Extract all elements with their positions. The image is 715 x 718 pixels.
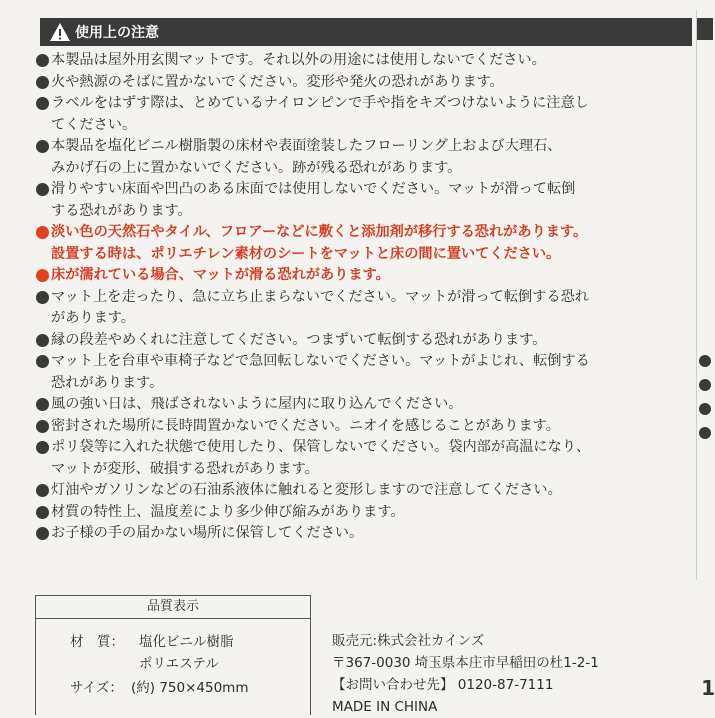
caution-text: 密封された場所に長時間置かないでください。ニオイを感じることがあります。 bbox=[51, 417, 560, 434]
caution-text: 縁の段差やめくれに注意してください。つまずいて転倒する恐れがあります。 bbox=[51, 331, 547, 348]
material-label: 材 質： bbox=[70, 634, 124, 650]
caution-text: 淡い色の天然石やタイル、フロアーなどに敷くと添加剤が移行する恐れがあります。 設置する時は、ポリエチレン素材のシートをマットと床の間に置いてください。 bbox=[51, 224, 588, 262]
caution-item bbox=[36, 330, 696, 352]
bullet-icon bbox=[36, 441, 49, 454]
bullet-icon bbox=[36, 527, 49, 540]
seller-info bbox=[332, 630, 599, 718]
caution-item bbox=[36, 179, 696, 222]
bullet-icon bbox=[36, 97, 49, 110]
bullet-icon bbox=[36, 334, 49, 347]
seller-contact: 【お問い合わせ先】 0120-87-7111 bbox=[332, 677, 554, 693]
caution-item bbox=[36, 93, 696, 136]
bullet-icon bbox=[36, 76, 49, 89]
caution-text: ポリ袋等に入れた状態で使用したり、保管しないでください。袋内部が高温になり、 マットが変形、破損する恐れがあります。 bbox=[51, 439, 591, 477]
material-value-1: 塩化ビニル樹脂 bbox=[139, 634, 234, 650]
caution-text: 本製品を塩化ビニル樹脂製の床材や表面塗装したフローリング上および大理石、 みかげ石の上に置かないでください。跡が残る恐れがあります。 bbox=[51, 138, 562, 176]
origin-label: MADE IN CHINA bbox=[332, 699, 438, 715]
size-value: (約) 750×450mm bbox=[131, 680, 249, 696]
bullet-icon bbox=[36, 183, 49, 196]
bullet-icon bbox=[36, 54, 49, 67]
caution-text: 火や熱源のそばに置かないでください。変形や発火の恐れがあります。 bbox=[51, 73, 504, 90]
warning-triangle-icon bbox=[49, 22, 71, 42]
caution-text: お子様の手の届かない場所に保管してください。 bbox=[51, 525, 364, 541]
seller-address: 〒367-0030 埼玉県本庄市早稲田の杜1-2-1 bbox=[332, 655, 599, 671]
size-label: サイズ： bbox=[70, 680, 123, 696]
bullet-icon bbox=[36, 226, 49, 239]
caution-item bbox=[36, 523, 696, 545]
section-title: 使用上の注意 bbox=[75, 25, 159, 41]
caution-text: 材質の特性上、温度差により多少伸び縮みがあります。 bbox=[51, 503, 405, 520]
caution-item bbox=[36, 416, 696, 438]
seller-name: 販売元:株式会社カインズ bbox=[332, 633, 485, 649]
caution-item bbox=[36, 437, 696, 480]
section-header bbox=[40, 18, 692, 46]
material-value-2: ポリエステル bbox=[139, 656, 219, 672]
quality-title: 品質表示 bbox=[36, 596, 310, 619]
bullet-icon bbox=[36, 420, 49, 433]
caution-text: 風の強い日は、飛ばされないように屋内に取り込んでください。 bbox=[51, 396, 463, 412]
caution-item bbox=[36, 394, 696, 416]
caution-text: 床が濡れている場合、マットが滑る恐れがあります。 bbox=[51, 267, 390, 283]
quality-label-box bbox=[35, 595, 311, 715]
caution-text: 灯油やガソリンなどの石油系液体に触れると変形しますので注意してください。 bbox=[51, 482, 562, 498]
adjacent-bullet bbox=[699, 427, 711, 439]
bullet-icon bbox=[36, 355, 49, 368]
caution-item bbox=[36, 502, 696, 524]
caution-item bbox=[36, 480, 696, 502]
caution-item bbox=[36, 222, 696, 265]
bullet-icon bbox=[36, 398, 49, 411]
caution-text: マット上を台車や車椅子などで急回転しないでください。マットがよじれ、転倒する 恐れがあります。 bbox=[51, 353, 590, 391]
bullet-icon bbox=[36, 506, 49, 519]
caution-item bbox=[36, 265, 696, 287]
caution-text: マット上を走ったり、急に立ち止まらないでください。マットが滑って転倒する恐れ があります。 bbox=[51, 288, 589, 326]
adjacent-bullet bbox=[699, 379, 711, 391]
adjacent-bullet bbox=[699, 403, 711, 415]
caution-text: 滑りやすい床面や凹凸のある床面では使用しないでください。マットが滑って転倒 する恐れがあります。 bbox=[51, 181, 576, 219]
adjacent-panel-glyph: 1 bbox=[701, 676, 715, 700]
caution-list bbox=[36, 50, 696, 545]
bullet-icon bbox=[36, 140, 49, 153]
panel-edge-divider bbox=[696, 10, 697, 580]
bullet-icon bbox=[36, 291, 49, 304]
caution-item bbox=[36, 287, 696, 330]
bullet-icon bbox=[36, 484, 49, 497]
caution-item bbox=[36, 72, 696, 94]
adjacent-bullet bbox=[699, 355, 711, 367]
caution-item bbox=[36, 351, 696, 394]
caution-text: ラベルをはずす際は、とめているナイロンピンで手や指をキズつけないように注意し てください。 bbox=[51, 95, 589, 133]
caution-item bbox=[36, 136, 696, 179]
bullet-icon bbox=[36, 269, 49, 282]
caution-item bbox=[36, 50, 696, 72]
adjacent-panel-header bbox=[697, 18, 713, 40]
caution-text: 本製品は屋外用玄関マットです。それ以外の用途には使用しないでください。 bbox=[51, 52, 546, 68]
